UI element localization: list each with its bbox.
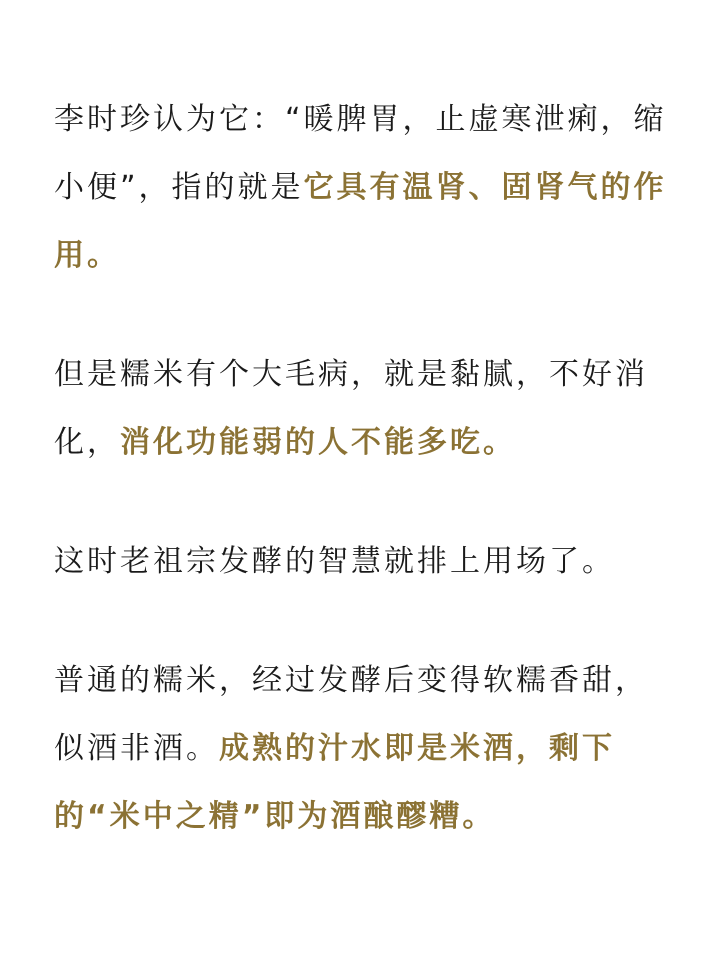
paragraph-2-highlight: 消化功能弱的人不能多吃。 bbox=[120, 425, 516, 460]
paragraph-4-text: 普通的糯米，经过发酵后变得软糯香甜，似酒非酒。 bbox=[54, 663, 648, 766]
paragraph-1-text: 李时珍认为它：“暖脾胃，止虚寒泄痢，缩小便”，指的就是 bbox=[54, 102, 667, 205]
paragraph-1 bbox=[54, 86, 674, 290]
paragraph-2-text: 但是糯米有个大毛病，就是黏腻，不好消化， bbox=[54, 357, 648, 460]
paragraph-4 bbox=[54, 647, 674, 851]
paragraph-1-highlight: 它具有温肾、固肾气的作用。 bbox=[54, 170, 667, 273]
paragraph-3 bbox=[54, 528, 674, 596]
paragraph-4-highlight: 成熟的汁水即是米酒，剩下的“米中之精”即为酒酿醪糟。 bbox=[54, 731, 615, 834]
paragraph-2 bbox=[54, 341, 674, 477]
article-body bbox=[54, 86, 674, 851]
paragraph-3-text: 这时老祖宗发酵的智慧就排上用场了。 bbox=[54, 544, 615, 579]
